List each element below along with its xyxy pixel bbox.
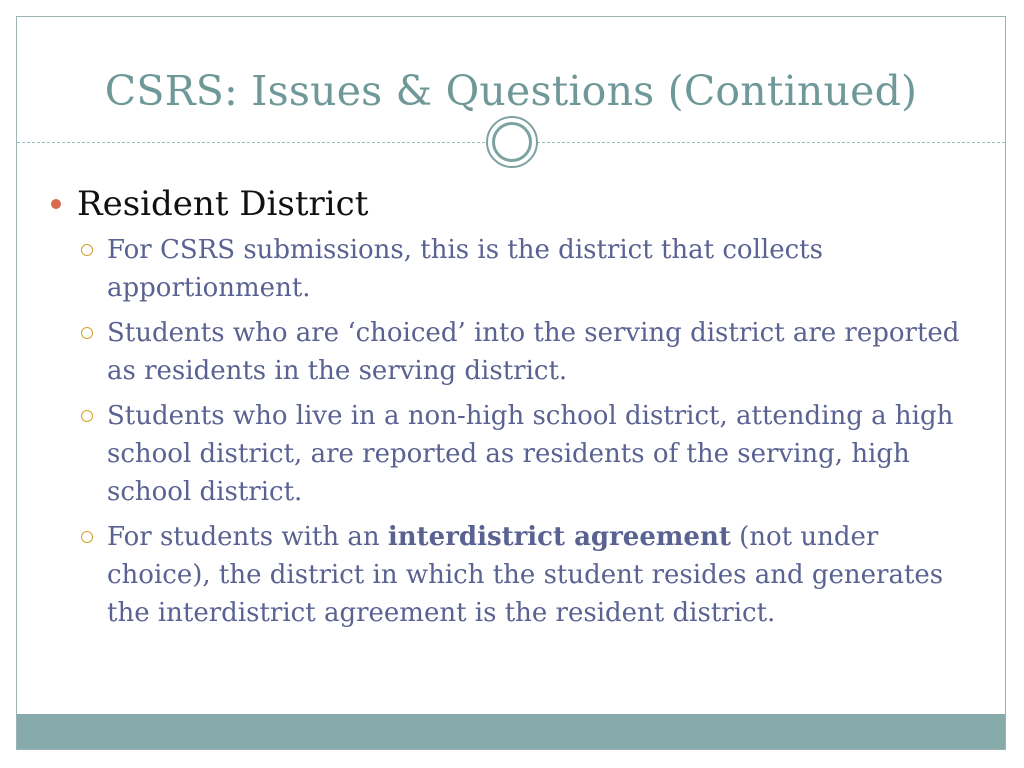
sub-bullet-text-after: (not under choice), the district in which the student resides and generates the interdistrict agreement is the resident district. <box>107 522 944 628</box>
slide <box>16 16 1006 750</box>
sub-bullet <box>51 518 981 632</box>
footer-accent-bar <box>17 714 1005 749</box>
main-bullet-text: Resident District <box>77 184 369 224</box>
sub-bullet <box>51 397 981 511</box>
inner-ring-icon <box>492 122 532 162</box>
filled-circle-bullet-icon <box>51 199 61 209</box>
main-bullet <box>51 183 981 225</box>
sub-bullet-bold-term: interdistrict agreement <box>387 522 731 552</box>
hollow-circle-bullet-icon <box>81 531 93 543</box>
circle-ornament-icon <box>486 116 538 168</box>
hollow-circle-bullet-icon <box>81 410 93 422</box>
sub-bullet <box>51 314 981 390</box>
sub-bullet-text-before: For students with an <box>107 522 388 552</box>
slide-content <box>51 183 981 639</box>
sub-bullet-text: Students who are ‘choiced’ into the serving district are reported as residents in the serving district. <box>107 318 960 386</box>
sub-bullet <box>51 231 981 307</box>
sub-bullet-text: Students who live in a non-high school district, attending a high school district, are reported as residents of the serving, high school district. <box>107 401 954 507</box>
slide-title: CSRS: Issues & Questions (Continued) <box>104 67 918 115</box>
hollow-circle-bullet-icon <box>81 327 93 339</box>
hollow-circle-bullet-icon <box>81 244 93 256</box>
sub-bullet-text: For CSRS submissions, this is the district that collects apportionment. <box>107 235 823 303</box>
